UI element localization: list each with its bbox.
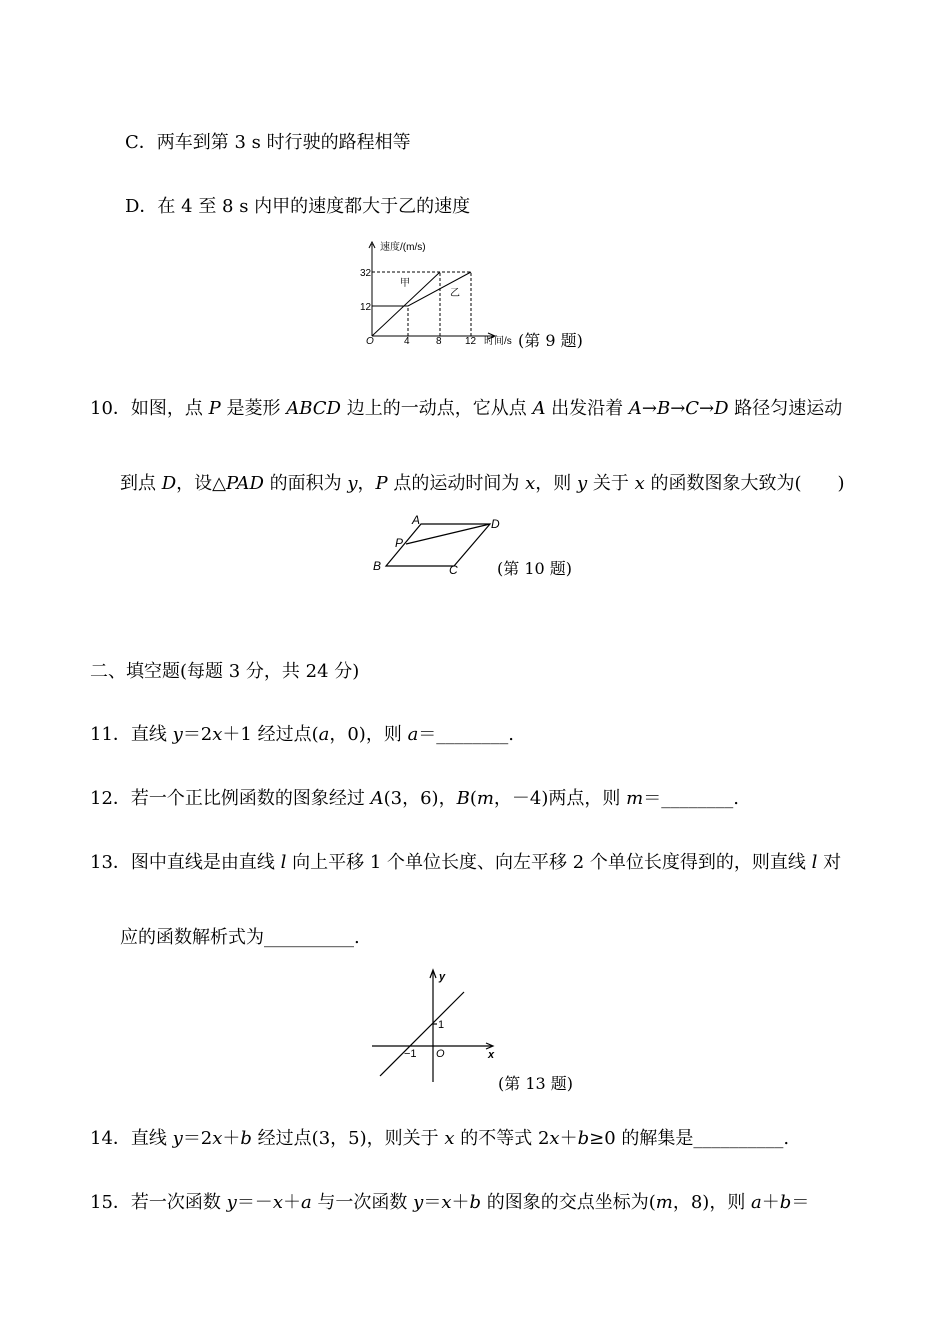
q13-line-graph xyxy=(370,966,500,1086)
q10-line2: 到点 D，设△PAD 的面积为 y，P 点的运动时间为 x，则 y 关于 x 的函数图象大致为( ) xyxy=(120,473,845,494)
q10-label-c: C xyxy=(449,563,458,576)
q10-label-b: B xyxy=(373,559,382,573)
q9-ytick-12: 12 xyxy=(360,302,372,313)
q9-ytick-32: 32 xyxy=(360,268,372,279)
q14: 14．直线 y＝2x＋b 经过点(3，5)，则关于 x 的不等式 2x＋b≥0 的解集是__________. xyxy=(90,1128,790,1149)
q9-xtick-4: 4 xyxy=(404,336,410,347)
q9-x-label: 时间/s xyxy=(484,336,512,347)
q9-label-jia: 甲 xyxy=(400,278,410,289)
q10-label-d: D xyxy=(491,517,500,531)
q9-option-c: C．两车到第 3 s 时行驶的路程相等 xyxy=(125,132,411,153)
q11: 11．直线 y＝2x＋1 经过点(a，0)，则 a＝________. xyxy=(90,724,515,745)
q9-caption: (第 9 题) xyxy=(518,331,583,350)
q9-origin: O xyxy=(366,336,374,347)
q9-speed-time-graph xyxy=(358,238,533,348)
q13-graph-line xyxy=(380,992,464,1076)
q13-tick-neg1: −1 xyxy=(404,1048,417,1060)
q13-y-label: y xyxy=(439,971,446,983)
q13-origin: O xyxy=(436,1048,445,1060)
q9-xtick-8: 8 xyxy=(436,336,442,347)
section-2-heading: 二、填空题(每题 3 分，共 24 分) xyxy=(90,661,360,682)
q12: 12．若一个正比例函数的图象经过 A(3，6)，B(m，－4)两点，则 m＝________. xyxy=(90,788,739,809)
q13-line2: 应的函数解析式为__________. xyxy=(120,927,360,948)
q9-xtick-12: 12 xyxy=(465,336,477,347)
q10-caption: (第 10 题) xyxy=(497,559,573,578)
q10-label-p: P xyxy=(395,536,404,550)
q15: 15．若一次函数 y＝－x＋a 与一次函数 y＝x＋b 的图象的交点坐标为(m，8)，则 a＋b＝ xyxy=(90,1192,810,1213)
q13-line1: 13．图中直线是由直线 l 向上平移 1 个单位长度、向左平移 2 个单位长度得到的，则直线 l 对 xyxy=(90,852,842,873)
q10-rhombus-figure xyxy=(368,514,508,576)
q9-label-yi: 乙 xyxy=(450,288,460,299)
q13-tick-1: 1 xyxy=(438,1019,445,1031)
q10-line1: 10．如图，点 P 是菱形 ABCD 边上的一动点，它从点 A 出发沿着 A→B→C→D 路径匀速运动 xyxy=(90,398,843,419)
q13-x-label: x xyxy=(488,1049,495,1061)
q10-label-a: A xyxy=(412,514,421,527)
q13-caption: (第 13 题) xyxy=(498,1074,574,1093)
q9-y-label: 速度/(m/s) xyxy=(380,242,426,253)
q9-option-d: D．在 4 至 8 s 内甲的速度都大于乙的速度 xyxy=(125,196,471,217)
